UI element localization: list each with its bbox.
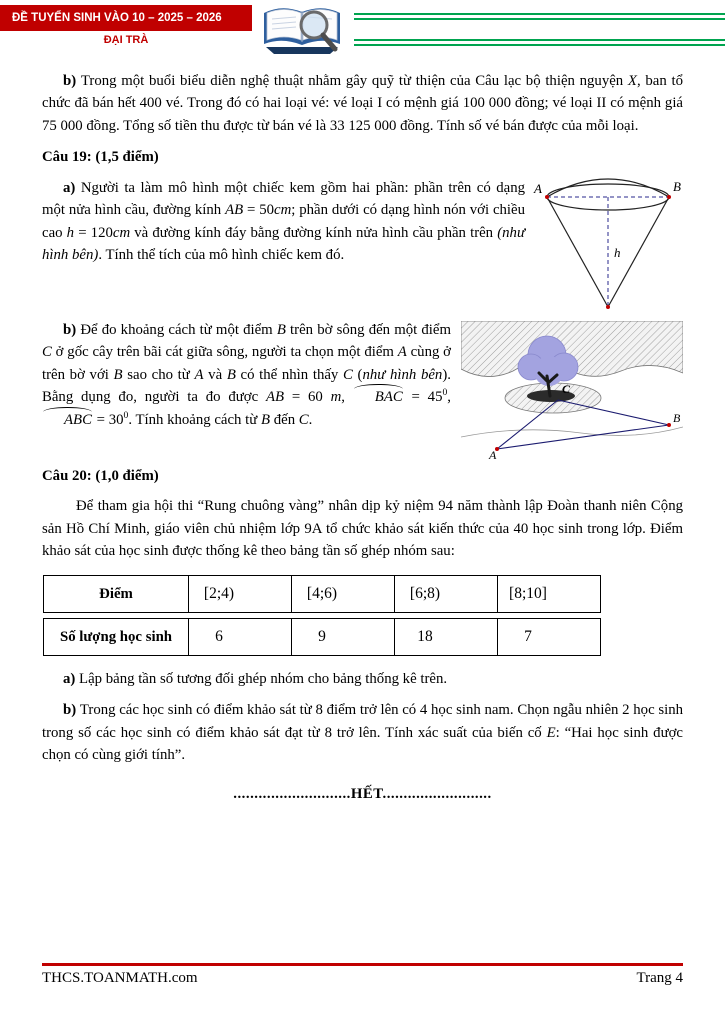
cone-label-b: B [673, 178, 681, 194]
text-segment: b) [63, 73, 81, 89]
text-segment: = 45 [403, 389, 443, 406]
paragraph-20-intro [42, 495, 683, 562]
exam-banner [0, 5, 252, 31]
text-segment: Người ta làm mô hình một chiếc kem gồm hai phần: phần trên có dạng một nửa hình cầu, đường kính [42, 179, 526, 219]
decorative-green-lines-bottom [354, 39, 725, 46]
river-label-a: A [489, 447, 497, 459]
text-segment: ở gốc cây trên bãi cát giữa sông, người ta chọn một điểm [51, 344, 398, 361]
text-segment: ABC [42, 409, 93, 431]
text-segment: ( [352, 366, 363, 383]
frequency-table [43, 575, 683, 656]
table-cell: [8;10] [497, 575, 601, 613]
text-segment: = 120 [74, 224, 113, 241]
table-cell: [2;4) [188, 575, 292, 613]
text-segment: : “Hai học sinh được chọn có cùng giới tính”. [42, 724, 683, 764]
table-cell: [4;6) [291, 575, 395, 613]
river-label-c: C [562, 381, 571, 396]
paragraph-19a [42, 177, 683, 267]
text-segment: trên bờ sông đến một điểm [285, 321, 451, 338]
page-footer [42, 963, 683, 987]
text-segment: b) [63, 702, 80, 719]
text-segment: C [343, 366, 353, 383]
text-segment: C [298, 411, 309, 428]
text-segment: và [203, 366, 227, 383]
text-segment: = 50 [243, 202, 275, 219]
text-segment: B [226, 366, 236, 383]
text-segment: a) [63, 670, 80, 687]
text-segment: = 30 [92, 411, 124, 428]
decorative-green-lines-top [354, 13, 725, 20]
text-segment: và đường kính đáy bằng đường kính nửa hình cầu phần trên [130, 224, 498, 241]
text-segment: A [194, 366, 204, 383]
text-segment: 0 [123, 409, 129, 421]
table-cell: Số lượng học sinh [43, 618, 189, 656]
book-magnifier-icon [258, 1, 346, 60]
text-segment: Trong một buổi biểu diễn nghệ thuật nhằm gây quỹ từ thiện của Câu lạc bộ thiện nguyện [80, 73, 628, 89]
text-segment: A [397, 344, 407, 361]
text-segment: ; phần dưới có dạng hình nón với chiều cao [42, 202, 525, 241]
paragraph-19b [42, 319, 683, 459]
text-segment: (như hình bên) [42, 224, 526, 264]
river-label-b: B [673, 410, 681, 425]
cone-label-a: A [534, 180, 542, 196]
text-segment: như hình bên [362, 366, 443, 383]
footer-page-number: Trang 4 [636, 970, 683, 986]
table-row [43, 618, 683, 656]
banner-subtitle: ĐẠI TRÀ [103, 34, 149, 46]
text-segment: . Tính thể tích của mô hình chiếc kem đó. [98, 247, 345, 264]
text-segment: b) [63, 321, 81, 338]
text-segment: 0 [442, 387, 448, 399]
text-segment: B [276, 321, 286, 338]
footer-site: THCS.TOANMATH.com [42, 970, 198, 986]
text-segment: . [308, 411, 313, 428]
cone-figure [533, 157, 683, 315]
text-segment: ). Bằng dụng đo, người ta đo được [42, 366, 451, 406]
text-segment: B [260, 411, 271, 428]
text-segment: , ban tổ chức đã bán hết 400 vé. Trong đó có hai loại vé: vé loại I có mệnh giá 100 000 đồng; vé loại II có mệnh giá 75 000 đồng. Tổng số tiền thu được từ bán vé là 33 125 000 đồng. Tính số vé bán được của mỗi loại. [42, 73, 683, 134]
text-segment: cm [274, 202, 292, 219]
paragraph-20b [42, 699, 683, 766]
text-segment: = 60 [284, 389, 331, 406]
text-segment: , [447, 389, 451, 406]
text-segment: BAC [353, 386, 404, 408]
table-row [43, 575, 683, 613]
table-cell: Điểm [43, 575, 189, 613]
text-segment: AB [225, 202, 244, 219]
end-marker: ............................HẾT.......................... [233, 785, 492, 802]
text-segment: m [330, 389, 342, 406]
cone-label-h: h [614, 244, 621, 260]
text-segment: AB [265, 389, 285, 406]
document-body [0, 60, 725, 805]
table-cell: 7 [497, 618, 601, 656]
text-segment: . Tính khoảng cách từ [128, 411, 261, 428]
text-segment: cm [112, 224, 131, 241]
paragraph-ticket-problem [42, 70, 683, 137]
text-segment: đến [270, 411, 299, 428]
footer-divider [42, 963, 683, 966]
text-segment: Lập bảng tần số tương đối ghép nhóm cho bảng thống kê trên. [79, 670, 448, 687]
text-segment: , [341, 389, 353, 406]
text-segment: Để đo khoảng cách từ một điểm [80, 321, 277, 338]
table-cell: 18 [394, 618, 498, 656]
text-segment: cùng ở trên bờ với [42, 344, 451, 383]
text-segment: C [42, 344, 52, 361]
text-segment: a) [63, 179, 81, 196]
paragraph-20a [42, 668, 683, 690]
text-segment: có thể nhìn thấy [235, 366, 343, 383]
banner-title: ĐỀ TUYỂN SINH VÀO 10 – 2025 – 2026 [12, 12, 222, 24]
text-segment: E [546, 724, 556, 741]
table-cell: 6 [188, 618, 292, 656]
heading-cau-20: Câu 20: (1,0 điểm) [42, 467, 159, 484]
text-segment: Để tham gia hội thi “Rung chuông vàng” nhân dịp kỷ niệm 94 năm thành lập Đoàn thanh niên Cộng sản Hồ Chí Minh, giáo viên chủ nhiệm lớp 9A tổ chức khảo sát kiến thức của 40 học sinh trong lớp. Điểm khảo sát của học sinh được thống kê theo bảng tần số ghép nhóm sau: [42, 498, 683, 560]
text-segment: X [627, 73, 637, 89]
text-segment: sao cho từ [122, 366, 195, 383]
river-figure [461, 321, 683, 459]
table-cell: [6;8) [394, 575, 498, 613]
page-header [0, 0, 725, 60]
text-segment: B [113, 366, 123, 383]
heading-cau-19: Câu 19: (1,5 điểm) [42, 149, 159, 166]
text-segment: Trong các học sinh có điểm khảo sát từ 8 điểm trở lên có 4 học sinh nam. Chọn ngẫu nhiên 2 học sinh trong số các học sinh có điểm khảo sát đạt từ 8 trở lên. Tính xác suất của biến cố [42, 702, 684, 741]
text-segment: h [66, 224, 75, 241]
table-cell: 9 [291, 618, 395, 656]
